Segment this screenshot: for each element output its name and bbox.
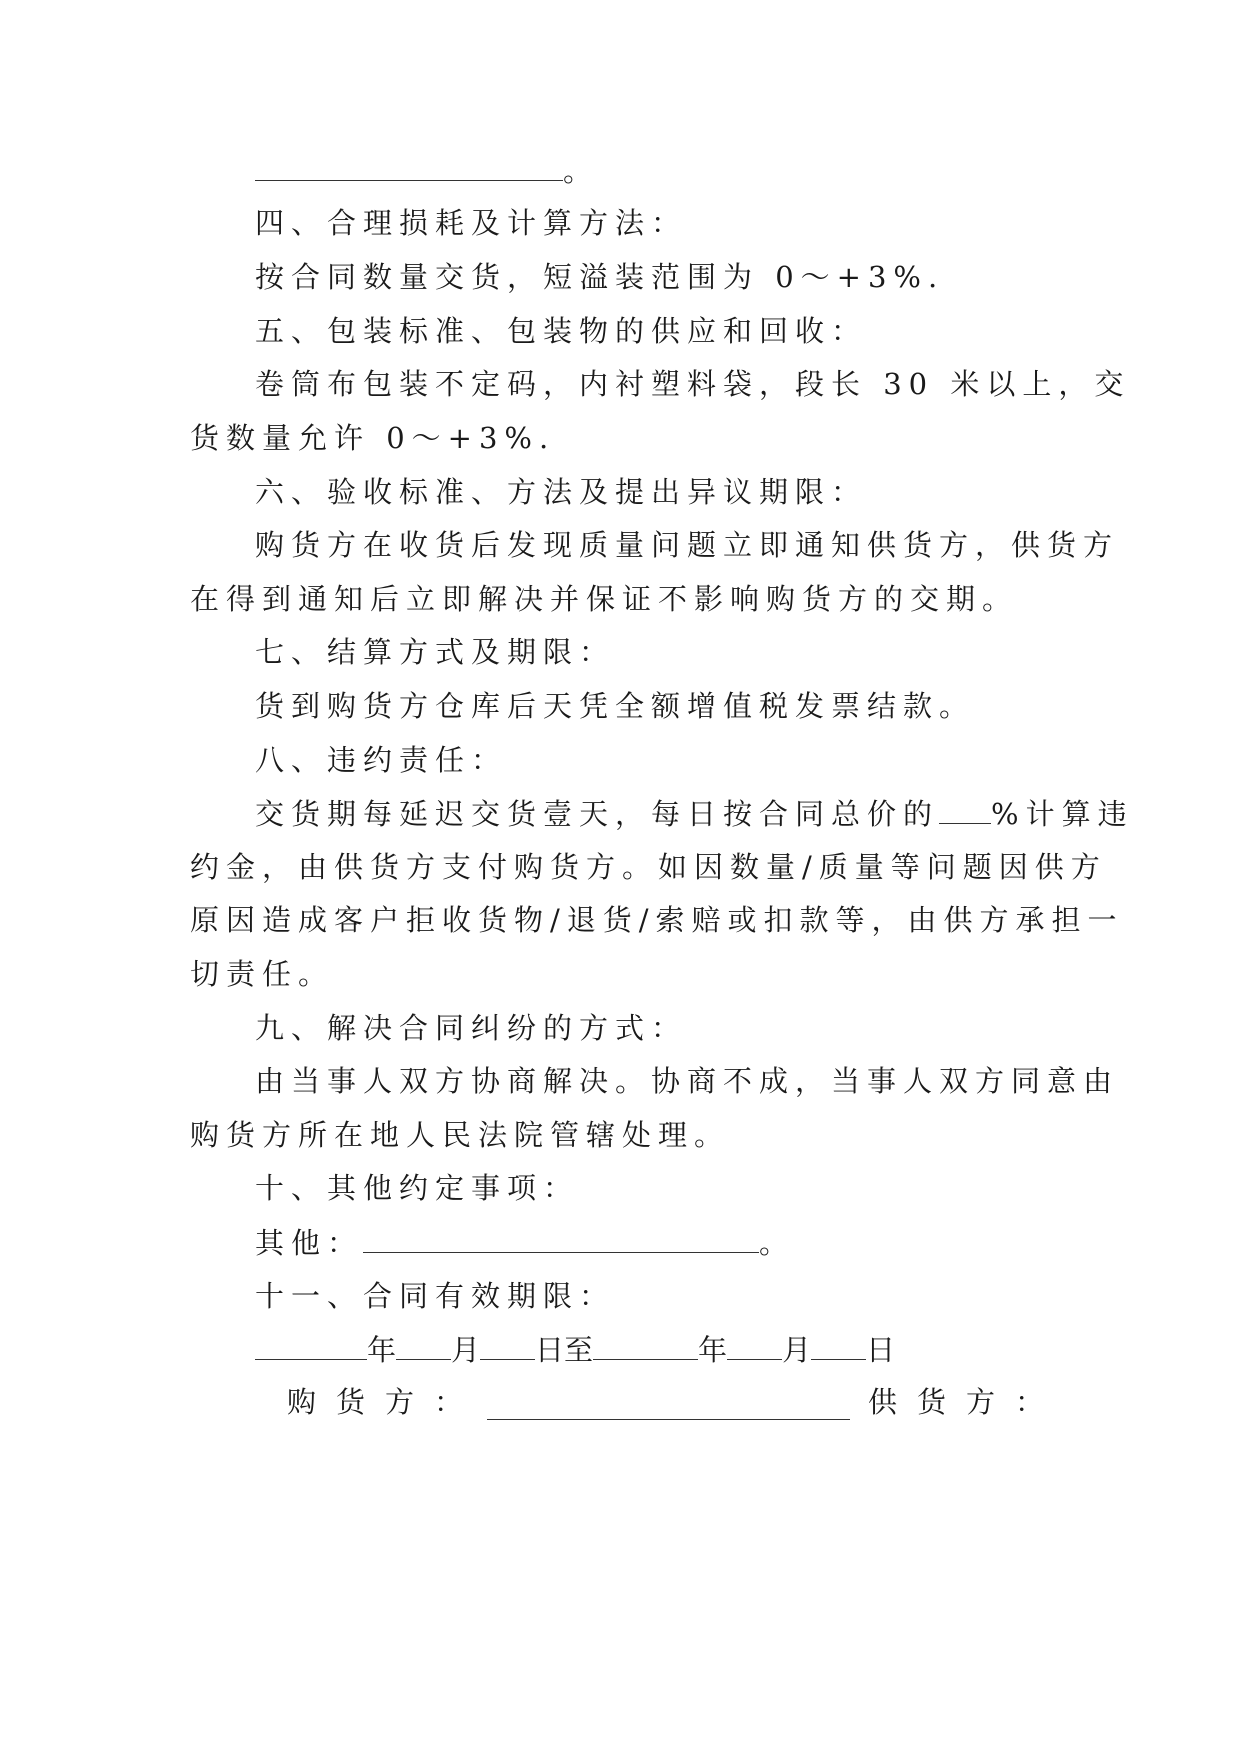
validity-date-line: [255, 1329, 1050, 1370]
day-to-label: 日至: [535, 1333, 594, 1367]
section-9-body-line-2: 购货方所在地人民法院管辖处理。: [190, 1118, 731, 1152]
start-year-blank: [255, 1329, 367, 1360]
section-8-body-line-1: [255, 793, 1134, 834]
section-4-heading: 四、合理损耗及计算方法：: [255, 206, 688, 240]
other-label: 其他：: [255, 1226, 364, 1260]
section-6-heading: 六、验收标准、方法及提出异议期限：: [255, 475, 868, 509]
section-4-body: 按合同数量交货，短溢装范围为 0～+3%.: [255, 260, 945, 294]
month-label: 月: [451, 1333, 481, 1367]
blank-line-end: [255, 150, 1050, 191]
penalty-text-end: %计算违: [991, 797, 1134, 831]
section-9-heading: 九、解决合同纠纷的方式：: [255, 1011, 688, 1045]
day-label: 日: [866, 1333, 896, 1367]
period-text: 。: [759, 1226, 796, 1260]
supplier-label: 供货方：: [868, 1385, 1065, 1419]
fill-blank: [255, 150, 563, 181]
section-6-body-line-1: 购货方在收货后发现质量问题立即通知供货方，供货方: [255, 528, 1120, 562]
month-label: 月: [782, 1333, 812, 1367]
section-5-body-line-1: 卷筒布包装不定码，内衬塑料袋，段长 30 米以上，交: [255, 367, 1131, 401]
start-month-blank: [396, 1329, 451, 1360]
section-11-heading: 十一、合同有效期限：: [255, 1279, 616, 1313]
year-label: 年: [698, 1333, 728, 1367]
section-6-body-line-2: 在得到通知后立即解决并保证不影响购货方的交期。: [190, 582, 1019, 616]
other-blank: [363, 1222, 759, 1253]
section-7-body: 货到购货方仓库后天凭全额增值税发票结款。: [255, 689, 976, 723]
section-7-heading: 七、结算方式及期限：: [255, 635, 616, 669]
section-8-body-line-4: 切责任。: [190, 957, 335, 991]
end-day-blank: [811, 1329, 866, 1360]
section-8-body-line-3: 原因造成客户拒收货物/退货/索赔或扣款等，由供方承担一: [190, 903, 1124, 937]
section-5-body-line-2: 货数量允许 0～+3%.: [190, 421, 556, 455]
buyer-label: 购货方：: [287, 1385, 484, 1419]
section-8-heading: 八、违约责任：: [255, 743, 508, 777]
section-5-heading: 五、包装标准、包装物的供应和回收：: [255, 314, 868, 348]
section-8-body-line-2: 约金，由供货方支付购货方。如因数量/质量等问题因供方: [190, 850, 1107, 884]
section-10-body: [255, 1222, 1050, 1263]
end-month-blank: [727, 1329, 782, 1360]
period-text: 。: [563, 154, 600, 188]
buyer-signature-blank: [487, 1389, 850, 1420]
end-year-blank: [593, 1329, 698, 1360]
section-10-heading: 十、其他约定事项：: [255, 1171, 580, 1205]
penalty-text-start: 交货期每延迟交货壹天，每日按合同总价的: [255, 797, 940, 831]
penalty-rate-blank: [939, 793, 991, 824]
section-9-body-line-1: 由当事人双方协商解决。协商不成，当事人双方同意由: [255, 1064, 1120, 1098]
start-day-blank: [480, 1329, 535, 1360]
year-label: 年: [367, 1333, 397, 1367]
